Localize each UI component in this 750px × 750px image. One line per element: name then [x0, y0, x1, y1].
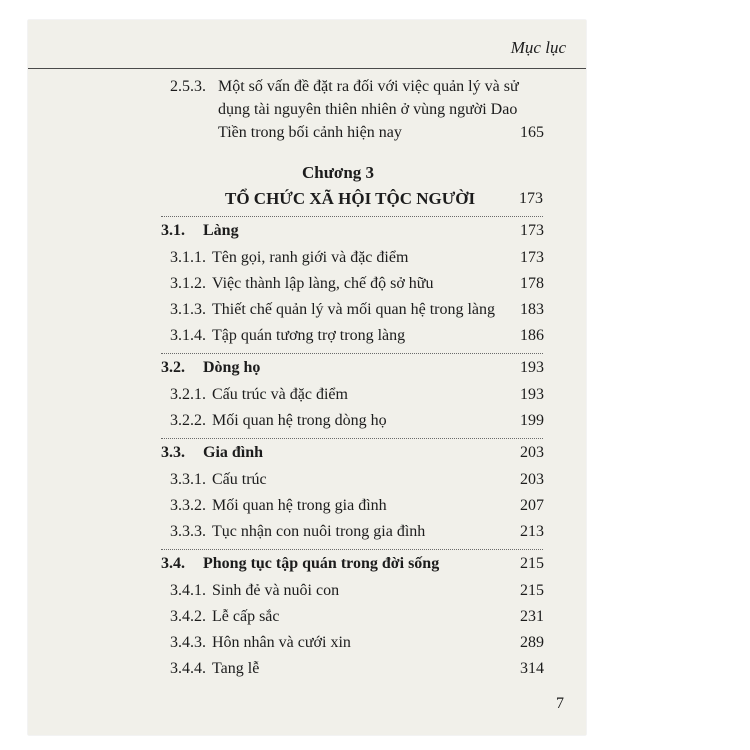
item-page: 314: [520, 660, 544, 677]
item-number: 3.1.2.: [170, 275, 206, 292]
entry-line-1: Một số vấn đề đặt ra đối với việc quản lý và sử: [218, 78, 519, 95]
section-number: 3.3.: [161, 444, 185, 461]
section-title: Gia đình: [203, 444, 264, 461]
running-header: Mục lục: [510, 38, 566, 57]
item-page: 213: [520, 523, 544, 540]
item-title: Mối quan hệ trong gia đình: [212, 497, 387, 514]
item-title: Mối quan hệ trong dòng họ: [212, 412, 387, 429]
item-page: 186: [520, 327, 544, 344]
section-divider: [161, 353, 543, 354]
section-divider: [161, 549, 543, 550]
item-number: 3.3.2.: [170, 497, 206, 514]
entry-number: 2.5.3.: [170, 78, 206, 95]
entry-page: 165: [520, 124, 544, 141]
item-number: 3.4.4.: [170, 660, 206, 677]
item-title: Thiết chế quản lý và mối quan hệ trong làng: [212, 301, 496, 318]
section-title: Làng: [203, 222, 239, 239]
section-number: 3.4.: [161, 555, 185, 572]
item-title: Lễ cấp sắc: [212, 608, 280, 625]
item-page: 289: [520, 634, 544, 651]
item-number: 3.4.3.: [170, 634, 206, 651]
item-number: 3.3.3.: [170, 523, 206, 540]
header-rule: [28, 68, 586, 69]
item-title: Tục nhận con nuôi trong gia đình: [212, 523, 426, 540]
item-title: Tập quán tương trợ trong làng: [212, 327, 406, 344]
chapter-page: 173: [519, 190, 543, 207]
chapter-label: Chương 3: [301, 163, 375, 182]
item-title: Tang lễ: [212, 660, 260, 677]
item-page: 193: [520, 386, 544, 403]
section-page: 203: [520, 444, 544, 461]
section-divider: [161, 216, 543, 217]
item-page: 178: [520, 275, 544, 292]
item-page: 183: [520, 301, 544, 318]
item-title: Hôn nhân và cưới xin: [212, 634, 351, 651]
item-number: 3.4.2.: [170, 608, 206, 625]
item-number: 3.2.1.: [170, 386, 206, 403]
section-page: 173: [520, 222, 544, 239]
book-page: [28, 20, 586, 735]
chapter-title: TỔ CHỨC XÃ HỘI TỘC NGƯỜI: [225, 189, 476, 208]
item-title: Sinh đẻ và nuôi con: [212, 582, 340, 599]
page-number: 7: [556, 695, 564, 712]
item-number: 3.4.1.: [170, 582, 206, 599]
item-page: 173: [520, 249, 544, 266]
item-title: Việc thành lập làng, chế độ sở hữu: [212, 275, 434, 292]
section-title: Dòng họ: [203, 359, 261, 376]
item-number: 3.1.4.: [170, 327, 206, 344]
section-number: 3.2.: [161, 359, 185, 376]
section-number: 3.1.: [161, 222, 185, 239]
item-title: Tên gọi, ranh giới và đặc điểm: [212, 249, 409, 266]
section-page: 215: [520, 555, 544, 572]
entry-line-2: dụng tài nguyên thiên nhiên ở vùng người Dao: [218, 101, 518, 118]
item-number: 3.2.2.: [170, 412, 206, 429]
item-number: 3.3.1.: [170, 471, 206, 488]
item-title: Cấu trúc và đặc điểm: [212, 386, 348, 403]
entry-line-3: Tiền trong bối cảnh hiện nay: [218, 124, 402, 141]
section-title: Phong tục tập quán trong đời sống: [203, 555, 440, 572]
item-number: 3.1.1.: [170, 249, 206, 266]
section-page: 193: [520, 359, 544, 376]
item-number: 3.1.3.: [170, 301, 206, 318]
item-title: Cấu trúc: [212, 471, 267, 488]
section-divider: [161, 438, 543, 439]
item-page: 199: [520, 412, 544, 429]
item-page: 215: [520, 582, 544, 599]
item-page: 203: [520, 471, 544, 488]
item-page: 207: [520, 497, 544, 514]
item-page: 231: [520, 608, 544, 625]
